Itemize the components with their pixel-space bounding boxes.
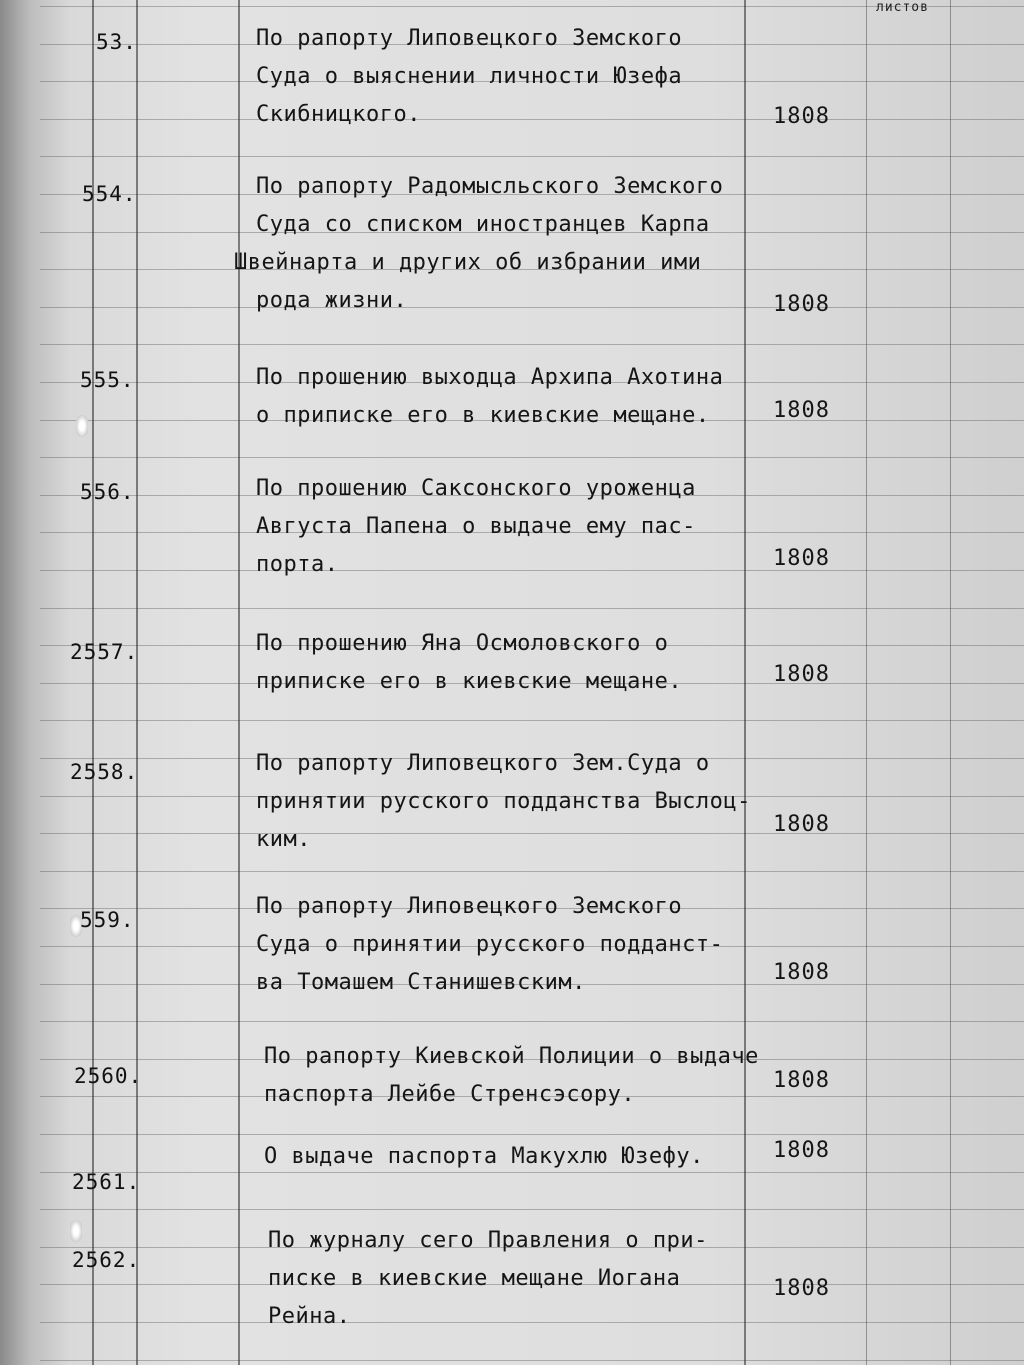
entry-number: 53. — [96, 30, 137, 54]
entry-number: 2562. — [72, 1248, 141, 1272]
entry-description — [256, 359, 756, 435]
ruled-line — [40, 1360, 1024, 1361]
entry-line: По рапорту Липовецкого Земского — [256, 26, 683, 51]
entry-description — [268, 1222, 768, 1336]
entry-year: 1808 — [773, 812, 830, 837]
ruled-line — [40, 1021, 1024, 1022]
entry-description — [256, 625, 756, 701]
entry-number: 556. — [80, 480, 135, 504]
ruled-line — [40, 871, 1024, 872]
entry-year: 1808 — [773, 1138, 830, 1163]
ruled-line — [40, 1209, 1024, 1210]
entry-description — [256, 20, 756, 134]
ruled-line — [40, 156, 1024, 157]
binding-hole — [70, 1220, 82, 1242]
entry-line: По рапорту Липовецкого Земского — [256, 894, 683, 919]
text-column-left-line — [238, 0, 240, 1365]
sheets-column-right-line — [950, 0, 951, 1365]
entry-line: принятии русского подданства Выслоц- — [256, 789, 751, 814]
entry-line: О выдаче паспорта Макухлю Юзефу. — [264, 1144, 704, 1169]
ruled-line — [40, 344, 1024, 345]
entry-line: По прошению Саксонского уроженца — [256, 476, 696, 501]
sheets-column-left-line — [866, 0, 867, 1365]
entry-year: 1808 — [773, 960, 830, 985]
entry-line: Августа Папена о выдаче ему пас- — [256, 514, 696, 539]
entry-year: 1808 — [773, 398, 830, 423]
ruled-line — [40, 457, 1024, 458]
entry-year: 1808 — [773, 292, 830, 317]
entry-line: Суда о принятии русского подданст- — [256, 932, 724, 957]
entry-number: 559. — [80, 908, 135, 932]
entry-line: Швейнарта и других об избрании ими — [234, 250, 702, 275]
entry-year: 1808 — [773, 546, 830, 571]
entry-year: 1808 — [773, 104, 830, 129]
entry-line: По рапорту Липовецкого Зем.Суда о — [256, 751, 710, 776]
entry-line: приписке его в киевские мещане. — [256, 669, 683, 694]
entry-number: 2561. — [72, 1170, 141, 1194]
ruled-line — [40, 720, 1024, 721]
entry-line: рода жизни. — [256, 288, 408, 313]
entry-line: Суда о выяснении личности Юзефа — [256, 64, 683, 89]
entry-description — [264, 1138, 764, 1176]
binding-hole — [76, 415, 88, 437]
entry-line: По рапорту Радомысльского Земского — [256, 174, 724, 199]
entry-line: По прошению выходца Архипа Ахотина — [256, 365, 724, 390]
entry-year: 1808 — [773, 1276, 830, 1301]
entry-number: 2557. — [70, 640, 139, 664]
entry-number: 554. — [82, 182, 137, 206]
entry-line: По прошению Яна Осмоловского о — [256, 631, 669, 656]
entry-line: писке в киевские мещане Иогана — [268, 1266, 681, 1291]
entry-line: ва Томашем Станишевским. — [256, 970, 586, 995]
entry-year: 1808 — [773, 1068, 830, 1093]
sheets-column-header: листов — [876, 0, 929, 15]
entry-description — [264, 1038, 764, 1114]
entry-description — [256, 888, 756, 1002]
entry-line: По журналу сего Правления о при- — [268, 1228, 708, 1253]
entry-description — [256, 745, 756, 859]
entry-line: По рапорту Киевской Полиции о выдаче — [264, 1044, 759, 1069]
entry-line: паспорта Лейбе Стренсэсору. — [264, 1082, 636, 1107]
entry-line: ким. — [256, 827, 311, 852]
entry-line: о приписке его в киевские мещане. — [256, 403, 710, 428]
entry-line: Скибницкого. — [256, 102, 421, 127]
ruled-line — [40, 608, 1024, 609]
entry-description — [234, 168, 756, 320]
entry-line: Суда со списком иностранцев Карпа — [256, 212, 710, 237]
entry-year: 1808 — [773, 662, 830, 687]
entry-number: 2558. — [70, 760, 139, 784]
entry-number: 555. — [80, 368, 135, 392]
entry-number: 2560. — [74, 1064, 143, 1088]
ruled-line — [40, 1134, 1024, 1135]
entry-description — [256, 470, 756, 584]
entry-line: порта. — [256, 552, 339, 577]
entry-line: Рейна. — [268, 1304, 351, 1329]
